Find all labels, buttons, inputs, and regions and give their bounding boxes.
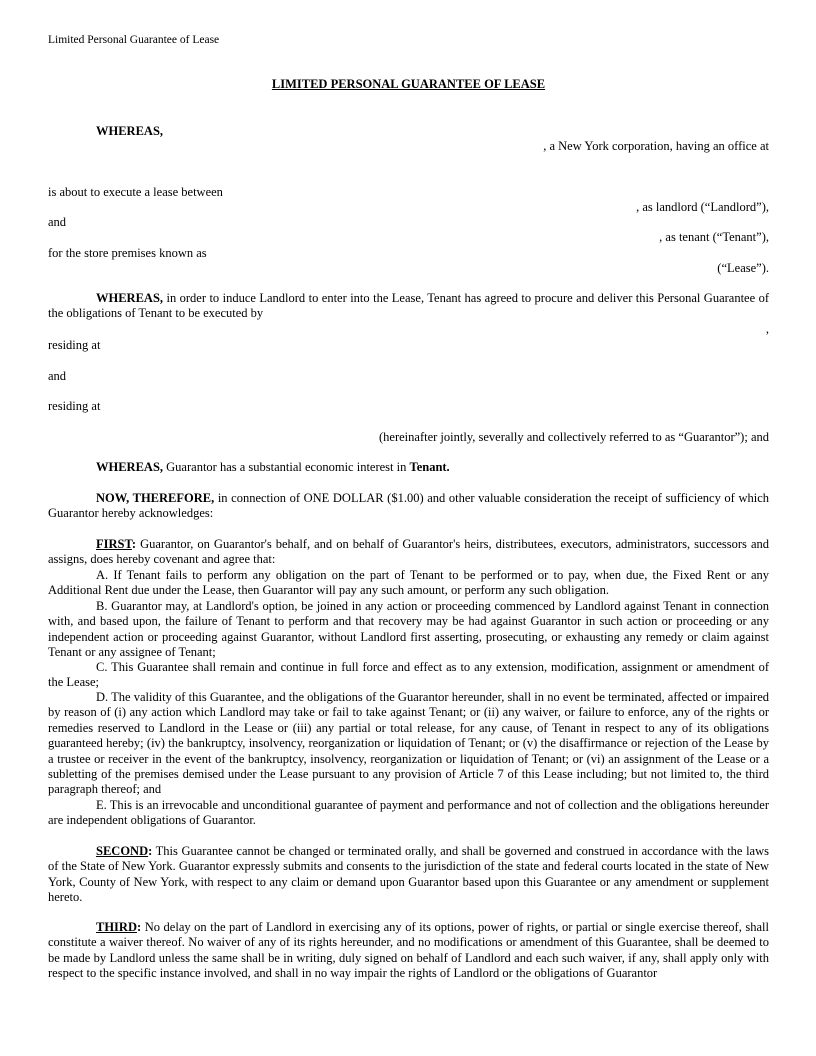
recital1-landlord-line: , as landlord (“Landlord”), [636, 200, 769, 214]
first-section [48, 537, 769, 568]
first-clause-c: C. This Guarantee shall remain and continue in full force and effect as to any extension, modification, assignment or amendment of the Lease; [48, 660, 769, 690]
first-clause-e: E. This is an irrevocable and unconditional guarantee of payment and performance and not of collection and the obligations hereunder are independent obligations of Guarantor. [48, 798, 769, 828]
now-therefore-label: NOW, THEREFORE, [96, 491, 215, 505]
second-colon: : [148, 844, 153, 858]
second-text: This Guarantee cannot be changed or terminated orally, and shall be governed and construed in accordance with the laws of the State of New York. Guarantor expressly submits and consents to the jurisdiction of the state and federal courts located in the state of New York, County of New York, with respect to any claim or demand upon Guarantor based upon this Guarantee or any amendment or supplement hereto. [48, 844, 769, 905]
recital2-text: in order to induce Landlord to enter into the Lease, Tenant has agreed to procure and deliver this Personal Guarantee of the obligations of Tenant to be executed by [48, 291, 769, 321]
now-therefore-paragraph [48, 491, 769, 522]
first-clause-b: B. Guarantor may, at Landlord's option, be joined in any action or proceeding commenced by Landlord against Tenant in connection with, and based upon, the failure of Tenant to perform and that recovery may be had against Guarantor in such action or proceeding or any independent action or proceeding against Guarantor, without Landlord first asserting, prosecuting, or exhausting any remedy or claim against Tenant or any assignee of Tenant; [48, 599, 769, 660]
third-section [48, 920, 769, 982]
recital3-tenant: Tenant. [409, 460, 450, 474]
recital1-lease-line: (“Lease”). [717, 261, 769, 275]
recital2-whereas: WHEREAS, [96, 291, 164, 305]
recital1-execute-line: is about to execute a lease between [48, 185, 223, 199]
recital1-corp-line: , a New York corporation, having an office at [543, 139, 769, 153]
document-title: LIMITED PERSONAL GUARANTEE OF LEASE [271, 77, 546, 91]
recital1-and: and [48, 215, 67, 229]
recital2-residing-2: residing at [48, 399, 101, 413]
recital3-text: Guarantor has a substantial economic interest in [163, 460, 410, 474]
recital3-paragraph [96, 460, 450, 475]
first-clause-d: D. The validity of this Guarantee, and the obligations of the Guarantor hereunder, shall in no event be terminated, affected or impaired by reason of (i) any action which Landlord may take or fail to take against Tenant; or (ii) any waiver, or failure to enforce, any of the rights or remedies reserved to Landlord in the Lease or (iii) any partial or total release, for any cause, of Tenant in respect to any of its obligations guaranteed hereby; (iv) the bankruptcy, insolvency, reorganization or liquidation of Tenant; or (v) the disaffirmance or rejection of the Lease by a trustee or receiver in the event of the bankruptcy, insolvency, reorganization or liquidation of Tenant; or (vi) an assignment of the Lease or a subletting of the premises demised under the Lease pursuant to any provision of Article 7 of this Lease including; but not limited to, the third paragraph thereof; and [48, 690, 769, 797]
third-colon: : [136, 920, 142, 934]
running-header: Limited Personal Guarantee of Lease [48, 34, 220, 46]
recital2-paragraph [48, 291, 769, 322]
recital2-residing-1: residing at [48, 338, 101, 352]
first-label: FIRST [96, 537, 132, 551]
second-section [48, 844, 769, 906]
second-label: SECOND [96, 844, 149, 858]
recital1-premises-line: for the store premises known as [48, 246, 207, 260]
recital3-whereas: WHEREAS, [96, 460, 164, 474]
recital1-tenant-line: , as tenant (“Tenant”), [659, 230, 769, 244]
third-label: THIRD [96, 920, 137, 934]
first-colon: : [131, 537, 137, 551]
first-text: Guarantor, on Guarantor's behalf, and on behalf of Guarantor's heirs, distributees, executors, administrators, successors and assigns, does hereby covenant and agree that: [48, 537, 769, 567]
recital2-and: and [48, 369, 67, 383]
recital2-hereinafter: (hereinafter jointly, severally and collectively referred to as “Guarantor”); and [379, 430, 769, 444]
recital1-whereas: WHEREAS, [96, 124, 164, 138]
now-therefore-text: in connection of ONE DOLLAR ($1.00) and other valuable consideration the receipt of sufficiency of which Guarantor hereby acknowledges: [48, 491, 769, 521]
recital2-comma: , [765, 322, 769, 336]
first-clause-a: A. If Tenant fails to perform any obligation on the part of Tenant to be performed or to pay, when due, the Fixed Rent or any Additional Rent due under the Lease, then Guarantor will pay any such amount, or perform any such obligation. [48, 568, 769, 598]
third-text: No delay on the part of Landlord in exercising any of its options, power of rights, or partial or single exercise thereof, shall constitute a waiver thereof. No waiver of any of its rights hereunder, and no modifications or amendment of this Guarantee, shall be deemed to be made by Landlord unless the same shall be in writing, duly signed on behalf of Landlord and each such waiver, if any, shall apply only with respect to the specific instance involved, and shall in no way impair the rights of Landlord or the obligations of Guarantor [48, 920, 769, 981]
